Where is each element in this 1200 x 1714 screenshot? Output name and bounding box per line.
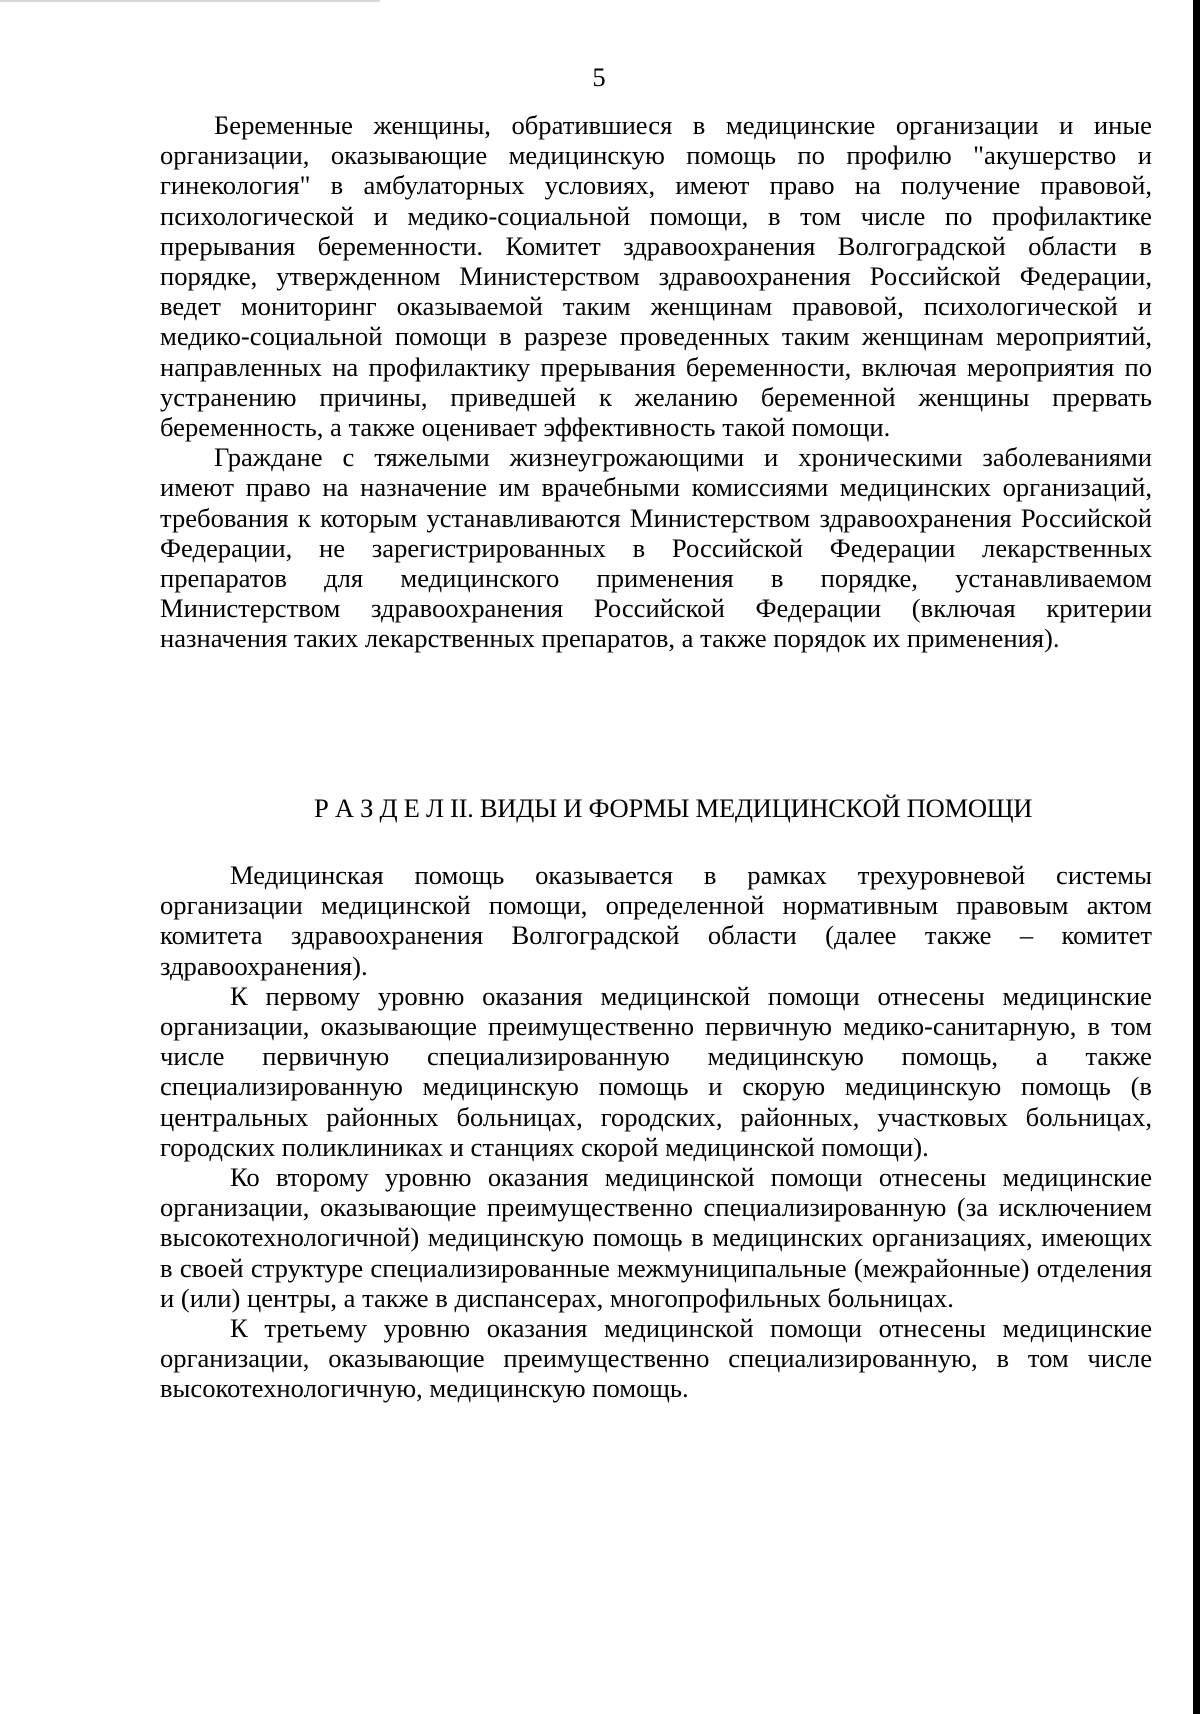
paragraphs-after-section: [160, 860, 1152, 1404]
paragraph: Ко второму уровню оказания медицинской помощи отнесены медицинские организации, оказывающие преимущественно специализированную (за исключением высокотехнологичной) медицинскую помощь в медицинских организациях, имеющих в своей структуре специализированные межмуниципальные (межрайонные) отделения и (или) центры, а также в диспансерах, многопрофильных больницах.: [160, 1162, 1152, 1313]
paragraph: Медицинская помощь оказывается в рамках трехуровневой системы организации медицинской помощи, определенной нормативным правовым актом комитета здравоохранения Волгоградской области (далее также – комитет здравоохранения).: [160, 860, 1152, 981]
paragraphs-before-section: [160, 110, 1152, 654]
section-heading: Р А З Д Е Л II. ВИДЫ И ФОРМЫ МЕДИЦИНСКОЙ ПОМОЩИ: [314, 793, 1033, 823]
scan-right-edge: [1193, 0, 1200, 1714]
paragraph: Беременные женщины, обратившиеся в медицинские организации и иные организации, оказывающие медицинскую помощь по профилю "акушерство и гинекология" в амбулаторных условиях, имеют право на получение правовой, психологической и медико-социальной помощи, в том числе по профилактике прерывания беременности. Комитет здравоохранения Волгоградской области в порядке, утвержденном Министерством здравоохранения Российской Федерации, ведет мониторинг оказываемой таким женщинам правовой, психологической и медико-социальной помощи в разрезе проведенных таким женщинам мероприятий, направленных на профилактику прерывания беременности, включая мероприятия по устранению причины, приведшей к желанию беременной женщины прервать беременность, а также оценивает эффективность такой помощи.: [160, 110, 1152, 443]
paragraph: К третьему уровню оказания медицинской помощи отнесены медицинские организации, оказывающие преимущественно специализированную, в том числе высокотехнологичную, медицинскую помощь.: [160, 1313, 1152, 1404]
scan-top-smudge: [0, 0, 380, 2]
paragraph: Граждане с тяжелыми жизнеугрожающими и хроническими заболеваниями имеют право на назначение им врачебными комиссиями медицинских организаций, требования к которым устанавливаются Министерством здравоохранения Российской Федерации, не зарегистрированных в Российской Федерации лекарственных препаратов для медицинского применения в порядке, устанавливаемом Министерством здравоохранения Российской Федерации (включая критерии назначения таких лекарственных препаратов, а также порядок их применения).: [160, 442, 1152, 654]
page-number: 5: [592, 62, 606, 92]
paragraph: К первому уровню оказания медицинской помощи отнесены медицинские организации, оказывающие преимущественно первичную медико-санитарную, в том числе первичную специализированную медицинскую помощь, а также специализированную медицинскую помощь и скорую медицинскую помощь (в центральных районных больницах, городских, районных, участковых больницах, городских поликлиниках и станциях скорой медицинской помощи).: [160, 980, 1152, 1162]
